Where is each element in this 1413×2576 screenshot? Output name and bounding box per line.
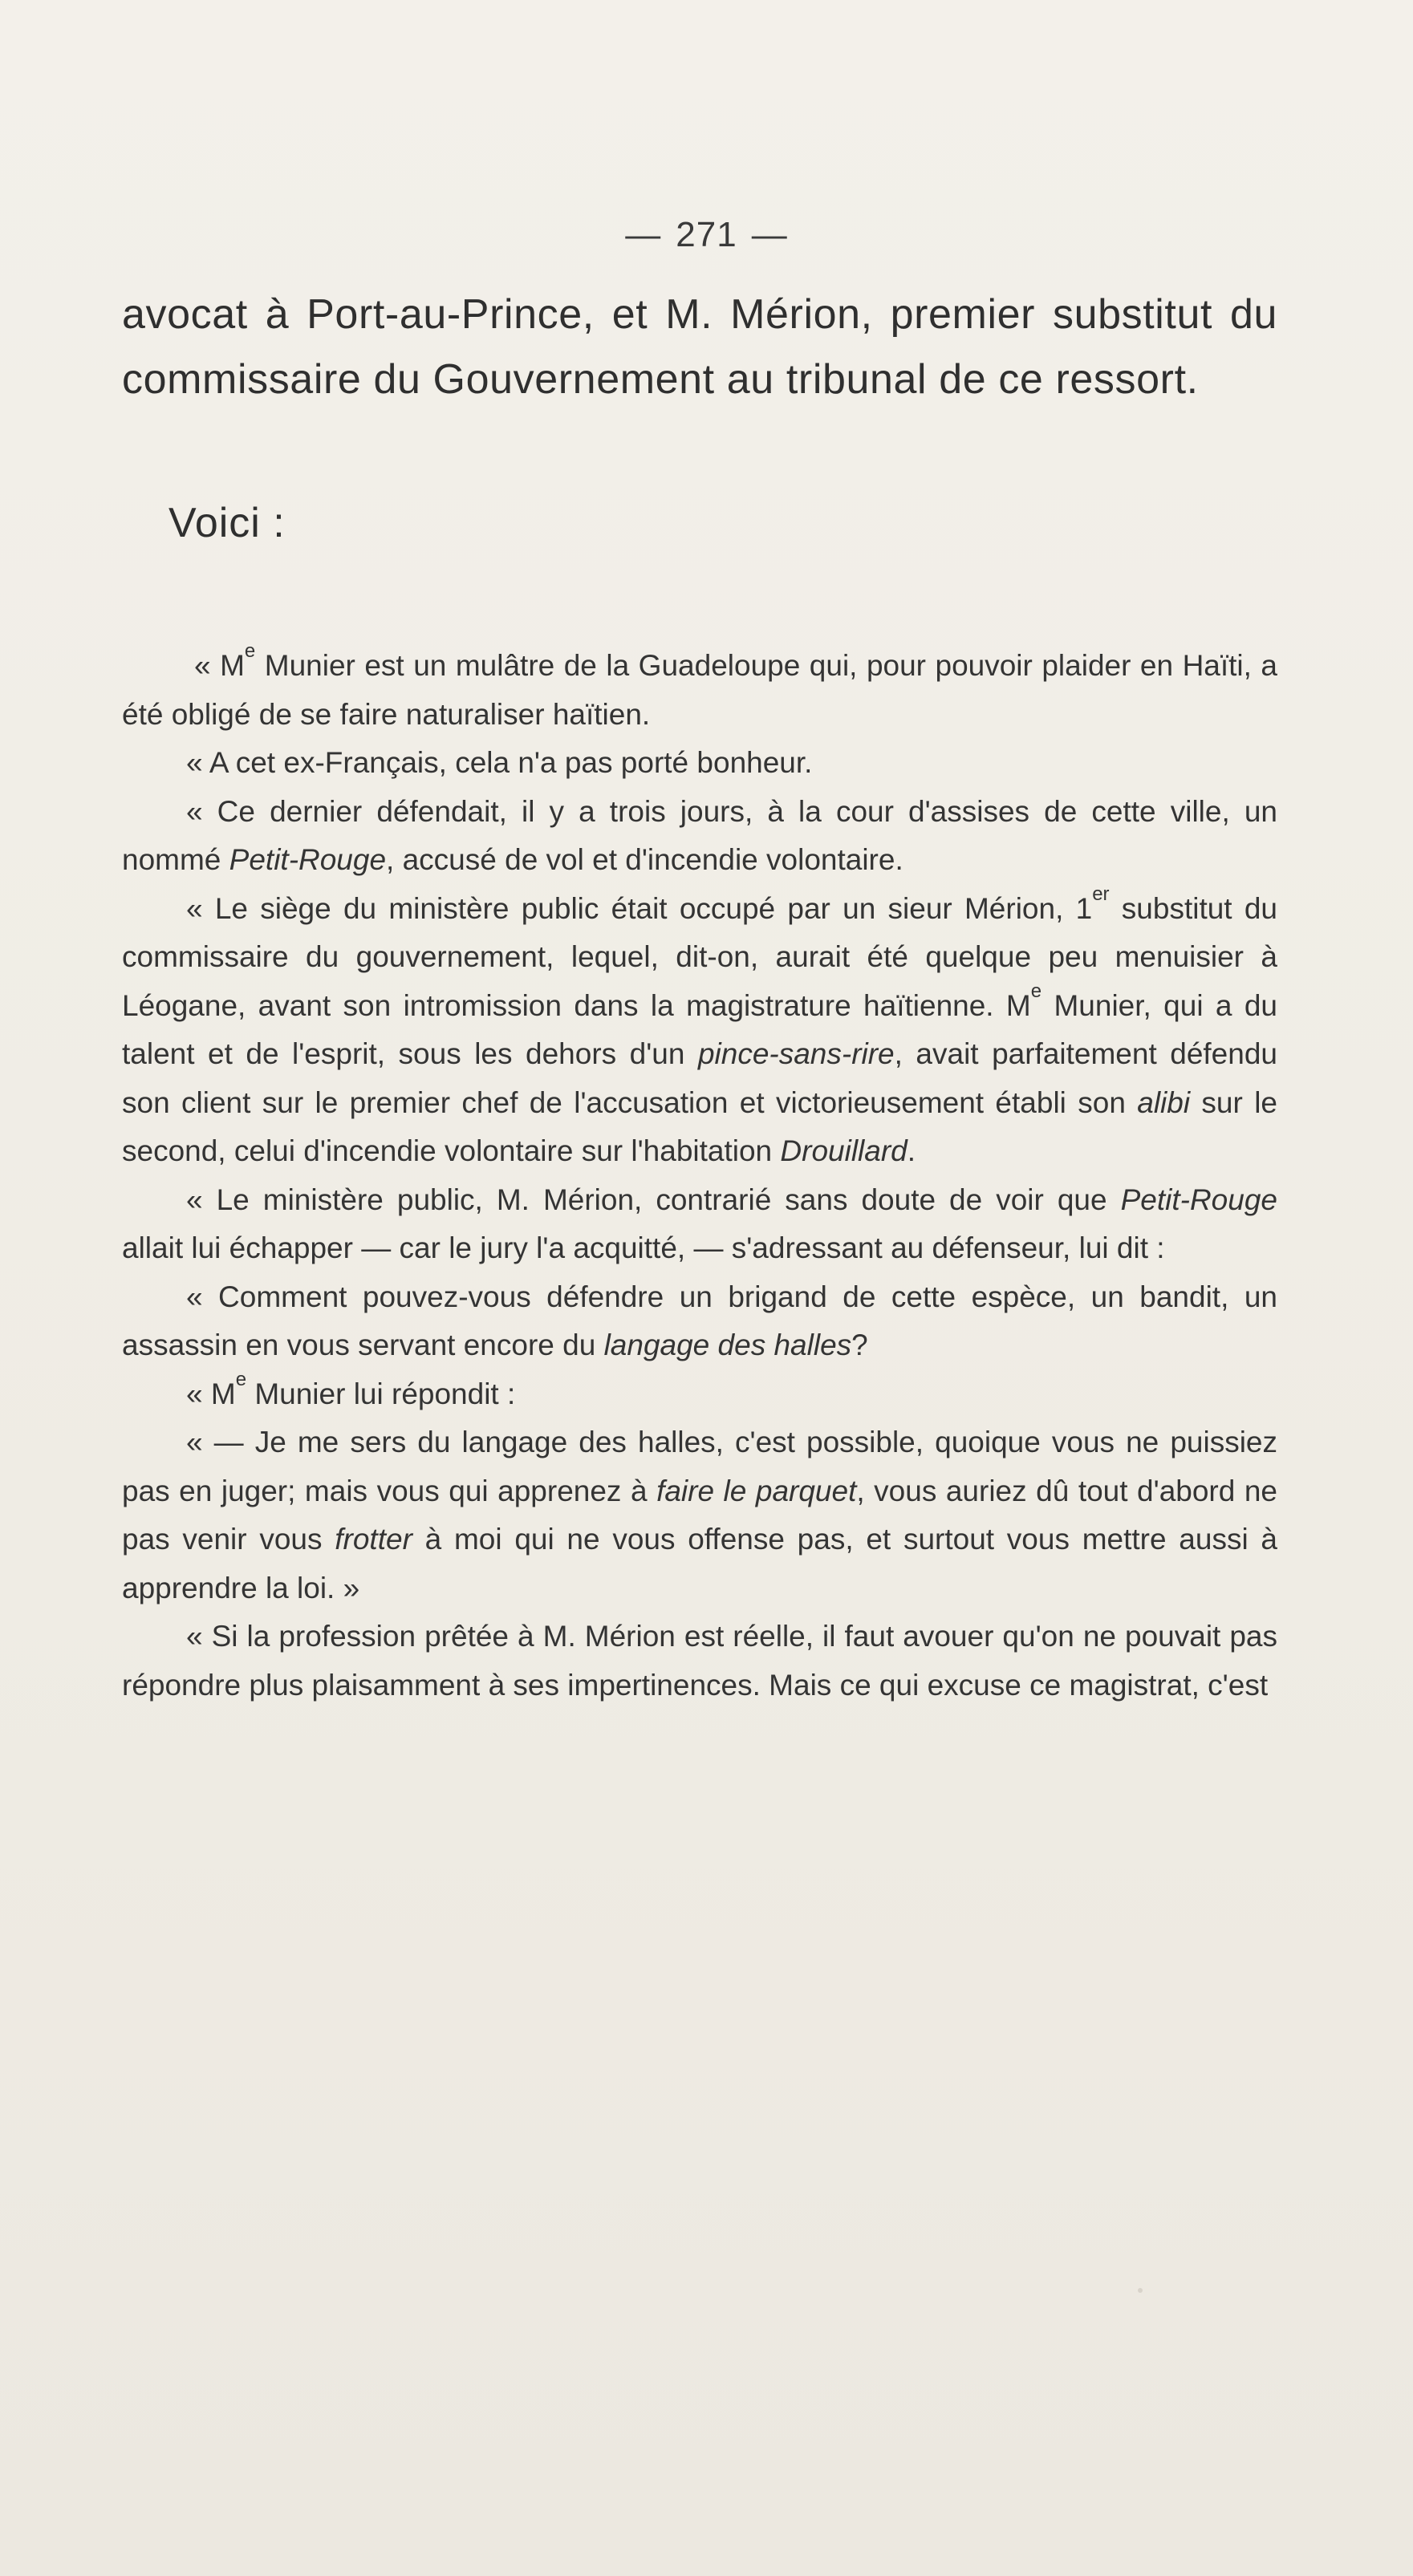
text-run: « Si la profession prêtée à M. Mérion est réelle, il faut avouer qu'on ne pouvait pas répondre plus plaisamment à ses impertinences. Mais ce qui excuse ce magistrat, c'est <box>122 1620 1277 1702</box>
paragraph-1 <box>122 642 1277 739</box>
text-run: sur le second, celui d'incendie volontaire sur l'habitation <box>122 1085 1277 1167</box>
superscript: er <box>1092 882 1110 905</box>
text-run: Munier est un mulâtre de la Guadeloupe qui, pour pouvoir plaider en Haïti, a été obligé de se faire naturaliser haïtien. <box>122 649 1277 731</box>
italic-phrase: alibi <box>1137 1085 1191 1119</box>
text-run: , avait parfaitement défendu son client sur le premier chef de l'accusation et victorieusement établi son <box>122 1037 1277 1119</box>
text-run: Munier, qui a du talent et de l'esprit, sous les dehors d'un <box>122 988 1277 1070</box>
text-run: , accusé de vol et d'incendie volontaire. <box>386 843 903 876</box>
superscript: e <box>244 640 256 662</box>
superscript: e <box>235 1368 247 1390</box>
page-number-header <box>0 215 1413 255</box>
italic-phrase: faire le parquet <box>656 1474 857 1507</box>
paragraph-3 <box>122 788 1277 885</box>
text-run: substitut du commissaire du gouvernement, lequel, dit-on, aurait été quelque peu menuisier à Léogane, avant son intromission dans la magistrature haïtienne. M <box>122 891 1277 1022</box>
italic-phrase: frotter <box>335 1523 412 1556</box>
paragraph-7 <box>122 1370 1277 1419</box>
paper-speck <box>1138 2288 1143 2293</box>
paragraph-8 <box>122 1418 1277 1613</box>
text-run: . <box>907 1134 916 1167</box>
text-run: « Le siège du ministère public était occupé par un sieur Mérion, 1 <box>186 891 1093 925</box>
paragraph-5 <box>122 1176 1277 1273</box>
text-run: « — Je me sers du langage des halles, c'est possible, quoique vous ne puissiez pas en juger; mais vous qui apprenez à <box>122 1426 1277 1507</box>
header-dash-left: — <box>625 215 662 254</box>
body-text <box>122 642 1277 1710</box>
lead-paragraph: avocat à Port-au-Prince, et M. Mérion, premier substitut du commissaire du Gouvernement au tribunal de ce ressort. <box>122 291 1277 403</box>
italic-phrase: pince-sans-rire <box>697 1037 895 1070</box>
text-run: « Ce dernier défendait, il y a trois jours, à la cour d'assises de cette ville, un nommé <box>122 794 1277 876</box>
text-run: « M <box>186 1377 236 1410</box>
text-run: « M <box>194 649 245 682</box>
text-run: allait lui échapper — car le jury l'a acquitté, — s'adressant au défenseur, lui dit : <box>122 1231 1165 1264</box>
paragraph-4 <box>122 882 1277 1176</box>
text-run: « Comment pouvez-vous défendre un brigand de cette espèce, un bandit, un assassin en vous servant encore du <box>122 1280 1277 1361</box>
italic-name: Drouillard <box>780 1134 907 1167</box>
text-run: ? <box>851 1329 868 1361</box>
paragraph-2 <box>122 739 1277 788</box>
italic-phrase: langage des halles <box>603 1329 852 1361</box>
page-number: 271 <box>676 215 737 254</box>
text-run: Munier lui répondit : <box>246 1377 516 1410</box>
voici-heading: Voici : <box>169 500 286 546</box>
italic-name: Petit-Rouge <box>1120 1183 1277 1216</box>
superscript: e <box>1030 980 1042 1002</box>
text-run: « Le ministère public, M. Mérion, contrarié sans doute de voir que <box>186 1183 1121 1216</box>
text-run: « A cet ex-Français, cela n'a pas porté bonheur. <box>186 746 813 779</box>
text-run: à moi qui ne vous offense pas, et surtout vous mettre aussi à apprendre la loi. » <box>122 1523 1278 1604</box>
italic-name: Petit-Rouge <box>229 843 387 876</box>
paragraph-9 <box>122 1613 1277 1710</box>
text-run: , vous auriez dû tout d'abord ne pas venir vous <box>122 1474 1278 1556</box>
paragraph-6 <box>122 1273 1277 1370</box>
header-dash-right: — <box>751 215 788 254</box>
